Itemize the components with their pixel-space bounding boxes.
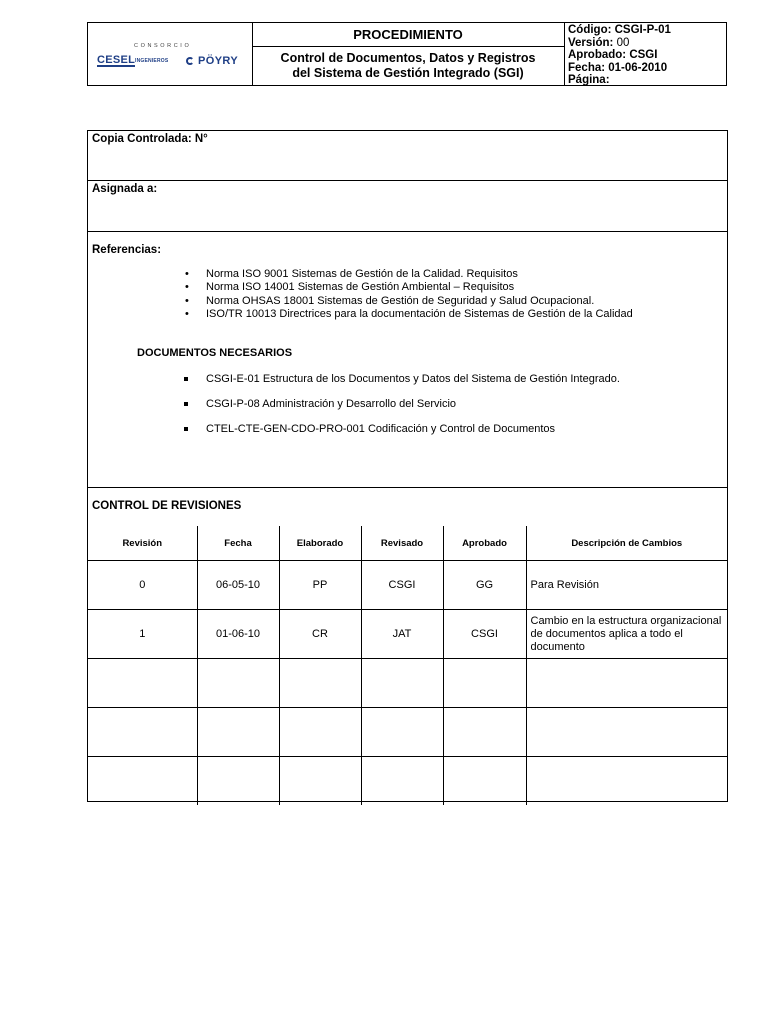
version-value: 00: [616, 36, 630, 49]
page-title-line1: Control de Documentos, Datos y Registros: [280, 51, 536, 65]
table-cell: PP: [279, 561, 361, 610]
page-title-line2: del Sistema de Gestión Integrado (SGI): [292, 66, 524, 80]
revisiones-section: [88, 488, 727, 526]
column-header: Aprobado: [443, 526, 526, 561]
column-header: Elaborado: [279, 526, 361, 561]
table-cell: [361, 659, 443, 708]
document-body: [87, 130, 728, 802]
column-header: Revisión: [88, 526, 197, 561]
table-cell: CR: [279, 610, 361, 659]
referencias-label: Referencias:: [92, 244, 162, 256]
table-cell: [443, 708, 526, 757]
table-cell: [443, 757, 526, 806]
header-title-cell: [252, 23, 565, 85]
table-cell: [197, 708, 279, 757]
list-item: CSGI-E-01 Estructura de los Documentos y Datos del Sistema de Gestión Integrado.: [206, 373, 620, 385]
table-header-row: [88, 526, 727, 561]
table-cell: CSGI: [443, 610, 526, 659]
logo-poyry-text: PÖYRY: [198, 55, 239, 67]
table-cell: 0: [88, 561, 197, 610]
list-item: • Norma ISO 14001 Sistemas de Gestión Ambiental – Requisitos: [206, 281, 633, 294]
fecha: Fecha: 01-06-2010: [568, 61, 668, 74]
document-header: [87, 22, 727, 86]
table-cell: GG: [443, 561, 526, 610]
logo-ingenieros-text: INGENIEROS: [135, 58, 169, 64]
table-cell: [279, 659, 361, 708]
table-cell: [526, 708, 727, 757]
table-cell: [361, 708, 443, 757]
table-cell: [279, 757, 361, 806]
table-cell: [443, 659, 526, 708]
header-meta: [565, 23, 727, 85]
table-cell: [197, 659, 279, 708]
table-cell: [197, 757, 279, 806]
table-row: [88, 610, 727, 659]
square-bullet-icon: [184, 427, 188, 431]
page-title: [252, 47, 564, 85]
table-cell: Para Revisión: [526, 561, 727, 610]
list-item: CSGI-P-08 Administración y Desarrollo del Servicio: [206, 398, 457, 410]
table-cell: [526, 757, 727, 806]
table-cell: 1: [88, 610, 197, 659]
table-cell: Cambio en la estructura organizacional de documentos aplica a todo el documento: [526, 610, 727, 659]
table-cell: CSGI: [361, 561, 443, 610]
logo: [88, 23, 253, 85]
revisiones-table: [88, 526, 727, 805]
column-header: Fecha: [197, 526, 279, 561]
table-cell: 01-06-10: [197, 610, 279, 659]
copia-section: [88, 131, 727, 181]
column-header: Revisado: [361, 526, 443, 561]
list-item: • Norma OHSAS 18001 Sistemas de Gestión de Seguridad y Salud Ocupacional.: [206, 295, 633, 308]
asignada-section: [88, 181, 727, 232]
table-cell: [279, 708, 361, 757]
logo-consorcio-text: CONSORCIO: [134, 43, 192, 49]
square-bullet-icon: [184, 402, 188, 406]
version-label: Versión:: [568, 36, 614, 49]
revisiones-label: CONTROL DE REVISIONES: [92, 500, 242, 512]
table-cell: [361, 757, 443, 806]
documentos-necesarios-title: DOCUMENTOS NECESARIOS: [137, 347, 293, 359]
asignada-label: Asignada a:: [92, 183, 158, 195]
square-bullet-icon: [184, 377, 188, 381]
table-cell: [88, 708, 197, 757]
doc-type: PROCEDIMIENTO: [252, 23, 564, 47]
table-cell: 06-05-10: [197, 561, 279, 610]
pagina: Página:: [568, 74, 610, 87]
list-item: CTEL-CTE-GEN-CDO-PRO-001 Codificación y Control de Documentos: [206, 423, 556, 435]
aprobado: Aprobado: CSGI: [568, 49, 658, 62]
table-cell: JAT: [361, 610, 443, 659]
table-row: [88, 561, 727, 610]
list-item: • Norma ISO 9001 Sistemas de Gestión de la Calidad. Requisitos: [206, 268, 633, 281]
table-cell: [88, 757, 197, 806]
poyry-mark-icon: [186, 57, 194, 65]
table-row: [88, 659, 727, 708]
copia-label: Copia Controlada: N°: [92, 133, 208, 145]
codigo: Código: CSGI-P-01: [568, 24, 671, 36]
table-cell: [88, 659, 197, 708]
list-item: • ISO/TR 10013 Directrices para la documentación de Sistemas de Gestión de la Calidad: [206, 308, 633, 321]
column-header: Descripción de Cambios: [526, 526, 727, 561]
referencias-list: [206, 268, 633, 322]
table-cell: [526, 659, 727, 708]
table-row: [88, 708, 727, 757]
table-row: [88, 757, 727, 806]
referencias-section: [88, 232, 727, 488]
logo-cesel-text: CESEL: [97, 54, 136, 66]
